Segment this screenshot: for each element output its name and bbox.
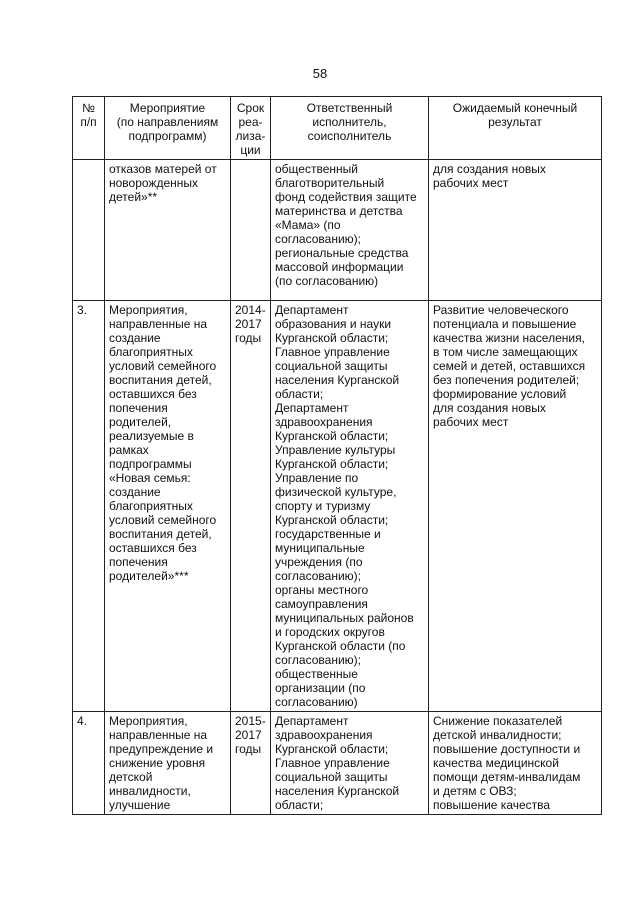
row-period: 2015- 2017 годы: [231, 712, 271, 815]
table-row: [73, 712, 602, 815]
row-executor: общественный благотворительный фонд содействия защите материнства и детства «Мама» (по согласованию); региональные средства массовой информации (по согласованию): [271, 160, 429, 301]
row-period: [231, 160, 271, 301]
row-number: 4.: [73, 712, 105, 815]
row-result: Развитие человеческого потенциала и повышение качества жизни населения, в том числе замещающих семей и детей, оставшихся без попечения родителей; формирование условий для создания новых рабочих мест: [429, 301, 602, 712]
row-event: Мероприятия, направленные на предупреждение и снижение уровня детской инвалидности, улучшение: [105, 712, 231, 815]
row-result: для создания новых рабочих мест: [429, 160, 602, 301]
measures-table: [72, 96, 602, 815]
row-event: отказов матерей от новорожденных детей»**: [105, 160, 231, 301]
row-executor: Департамент здравоохранения Курганской области; Главное управление социальной защиты населения Курганской области;: [271, 712, 429, 815]
table-row: [73, 301, 602, 712]
header-row: [73, 97, 602, 160]
header-event: Мероприятие (по направлениям подпрограмм): [105, 97, 231, 160]
header-number: № п/п: [73, 97, 105, 160]
row-executor: Департамент образования и науки Курганской области; Главное управление социальной защиты населения Курганской области; Департамент здравоохранения Курганской области; Управление культуры Курганской области; Управление по физической культуре, спорту и туризму Курганской области; государственные и муниципальные учреждения (по согласованию); органы местного самоуправления муниципальных районов и городских округов Курганской области (по согласованию); общественные организации (по согласованию): [271, 301, 429, 712]
page-number: 58: [312, 66, 328, 81]
table-row: [73, 160, 602, 301]
header-executor: Ответственный исполнитель, соисполнитель: [271, 97, 429, 160]
row-result: Снижение показателей детской инвалидности; повышение доступности и качества медицинской помощи детям-инвалидам и детям с ОВЗ; повышение качества: [429, 712, 602, 815]
row-period: 2014- 2017 годы: [231, 301, 271, 712]
row-event: Мероприятия, направленные на создание благоприятных условий семейного воспитания детей, оставшихся без попечения родителей, реализуемые в рамках подпрограммы «Новая семья: создание благоприятных условий семейного воспитания детей, оставшихся без попечения родителей»***: [105, 301, 231, 712]
row-number: 3.: [73, 301, 105, 712]
row-number: [73, 160, 105, 301]
header-period: Срок реа- лиза- ции: [231, 97, 271, 160]
header-result: Ожидаемый конечный результат: [429, 97, 602, 160]
